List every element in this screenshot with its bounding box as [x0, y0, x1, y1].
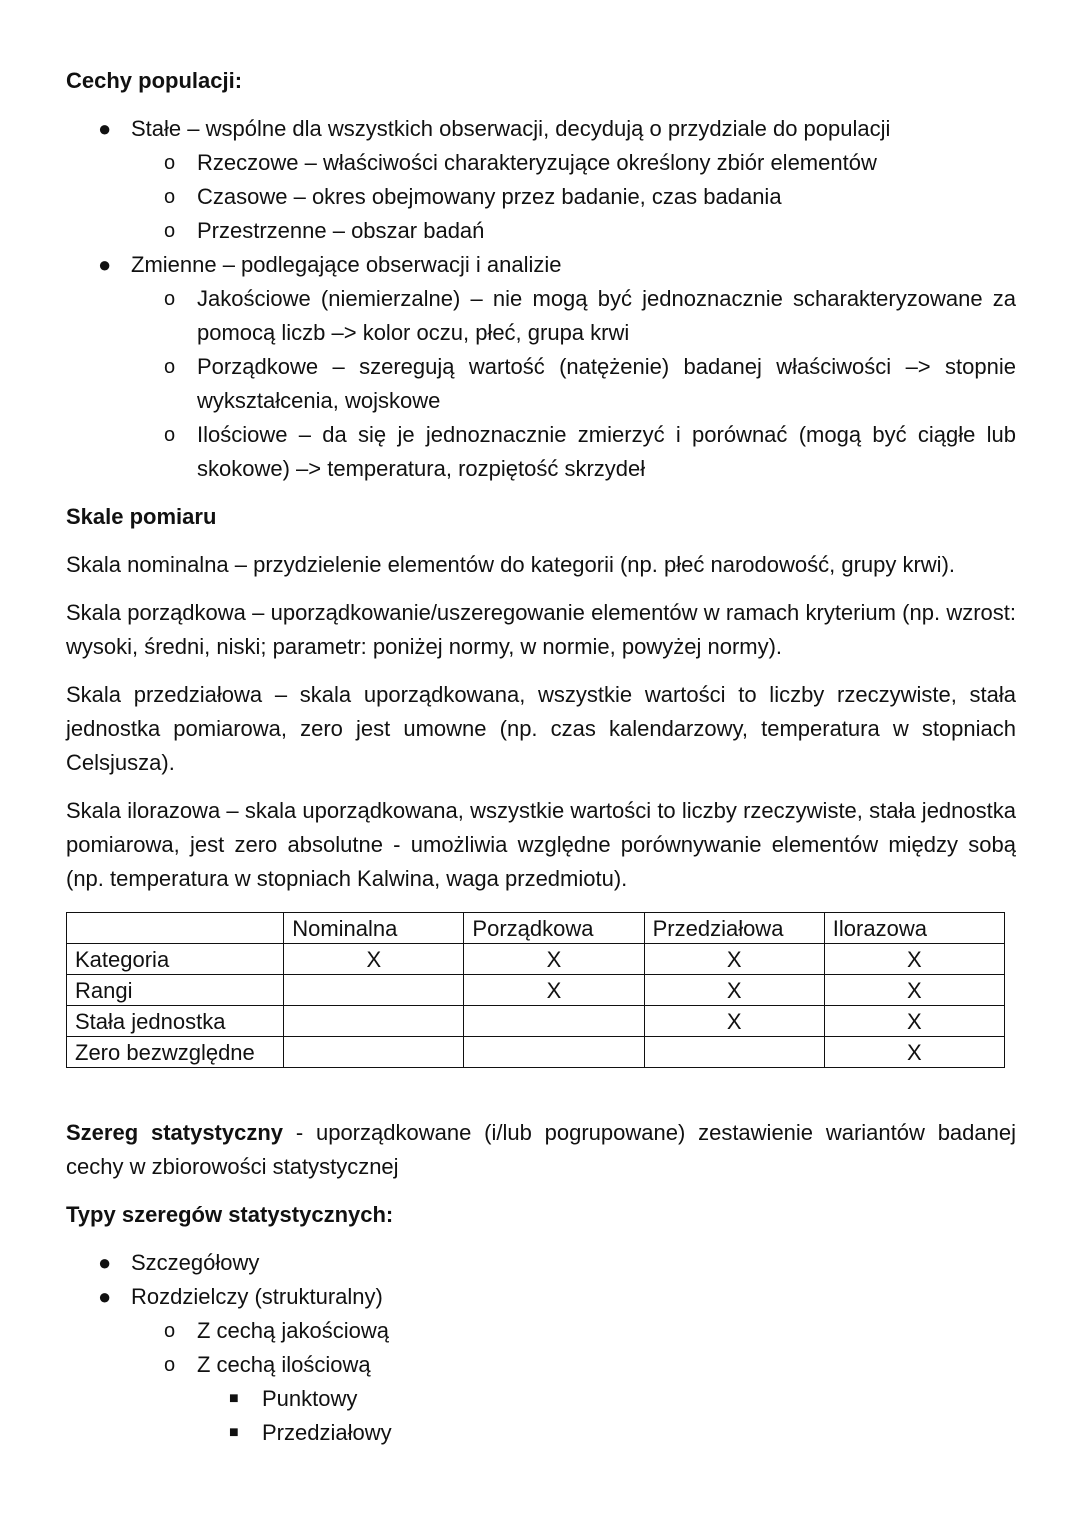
bullet-disc-icon: ● [98, 1250, 112, 1275]
scales-table [66, 912, 1005, 1068]
list-subitem: o Przestrzenne – obszar badań [66, 214, 1016, 248]
table-cell: X [464, 975, 644, 1006]
table-cell [464, 1037, 644, 1068]
bullet-circle-icon: o [164, 1354, 176, 1376]
bullet-square-icon: ■ [229, 1424, 239, 1441]
population-features-list [66, 112, 1016, 486]
list-item: ● Stałe – wspólne dla wszystkich obserwacji, decydują o przydziale do populacji [66, 112, 1016, 146]
paragraph-skala-ilorazowa: Skala ilorazowa – skala uporządkowana, wszystkie wartości to liczby rzeczywiste, stała jednostka pomiarowa, jest zero absolutne - umożliwia względne porównywanie elementów między sobą (np. temperatura w stopniach Kalwina, waga przedmiotu). [66, 798, 1016, 891]
table-header-row [67, 913, 1005, 944]
paragraph-skala-przedzialowa: Skala przedziałowa – skala uporządkowana, wszystkie wartości to liczby rzeczywiste, stała jednostka pomiarowa, zero jest umowne (np. czas kalendarzowy, temperatura w stopniach Celsjusza). [66, 682, 1016, 775]
list-subitem: o Czasowe – okres obejmowany przez badanie, czas badania [66, 180, 1016, 214]
table-row [67, 1037, 1005, 1068]
table-cell [464, 1006, 644, 1037]
table-cell: X [644, 975, 824, 1006]
list-subitem: o Ilościowe – da się je jednoznacznie zmierzyć i porównać (mogą być ciągłe lub skokowe) –> temperatura, rozpiętość skrzydeł [66, 418, 1016, 486]
table-row-label: Rangi [67, 975, 284, 1006]
list-subsubitem: ■ Przedziałowy [66, 1416, 1016, 1450]
table-cell: X [644, 944, 824, 975]
table-cell: X [824, 1006, 1004, 1037]
table-cell [284, 975, 464, 1006]
table-cell: X [824, 975, 1004, 1006]
table-header-cell: Nominalna [284, 913, 464, 944]
table-row [67, 975, 1005, 1006]
table-cell: X [464, 944, 644, 975]
bullet-circle-icon: o [164, 186, 176, 208]
table-row-label: Stała jednostka [67, 1006, 284, 1037]
document-page [66, 64, 1016, 1450]
table-row [67, 944, 1005, 975]
bullet-circle-icon: o [164, 1320, 176, 1342]
bullet-circle-icon: o [164, 152, 176, 174]
paragraph-szereg-statystyczny: Szereg statystyczny - uporządkowane (i/lub pogrupowane) zestawienie wariantów badanej cechy w zbiorowości statystycznej [66, 1120, 1016, 1179]
list-subitem: o Porządkowe – szeregują wartość (natężenie) badanej właściwości –> stopnie wykształcenia, wojskowe [66, 350, 1016, 418]
bullet-disc-icon: ● [98, 116, 112, 141]
table-header-cell: Przedziałowa [644, 913, 824, 944]
heading-typy-szeregow: Typy szeregów statystycznych: [66, 1202, 394, 1227]
table-header-cell: Porządkowa [464, 913, 644, 944]
table-cell [644, 1037, 824, 1068]
paragraph-skala-nominalna: Skala nominalna – przydzielenie elementów do kategorii (np. płeć narodowość, grupy krwi). [66, 552, 956, 577]
list-subitem: o Jakościowe (niemierzalne) – nie mogą być jednoznacznie scharakteryzowane za pomocą liczb –> kolor oczu, płeć, grupa krwi [66, 282, 1016, 350]
table-row-label: Kategoria [67, 944, 284, 975]
table-cell: X [644, 1006, 824, 1037]
term-szereg-statystyczny: Szereg statystyczny [66, 1120, 284, 1145]
spacer [66, 1068, 1016, 1116]
table-cell: X [284, 944, 464, 975]
table-header-cell [67, 913, 284, 944]
list-subitem: o Z cechą ilościową [66, 1348, 1016, 1382]
bullet-circle-icon: o [164, 356, 176, 378]
list-subitem: o Z cechą jakościową [66, 1314, 1016, 1348]
table-cell [284, 1006, 464, 1037]
paragraph-skala-porzadkowa: Skala porządkowa – uporządkowanie/uszeregowanie elementów w ramach kryterium (np. wzrost: wysoki, średni, niski; parametr: poniżej normy, w normie, powyżej normy). [66, 600, 1016, 659]
bullet-circle-icon: o [164, 424, 176, 446]
series-types-list [66, 1246, 1016, 1450]
bullet-disc-icon: ● [98, 252, 112, 277]
list-item: ● Zmienne – podlegające obserwacji i analizie [66, 248, 1016, 282]
table-row-label: Zero bezwzględne [67, 1037, 284, 1068]
table-header-cell: Ilorazowa [824, 913, 1004, 944]
list-subsubitem: ■ Punktowy [66, 1382, 1016, 1416]
heading-skale-pomiaru: Skale pomiaru [66, 504, 217, 529]
heading-cechy-populacji: Cechy populacji: [66, 68, 243, 93]
list-subitem: o Rzeczowe – właściwości charakteryzujące określony zbiór elementów [66, 146, 1016, 180]
bullet-circle-icon: o [164, 288, 176, 310]
table-row [67, 1006, 1005, 1037]
bullet-square-icon: ■ [229, 1390, 239, 1407]
table-cell: X [824, 1037, 1004, 1068]
bullet-circle-icon: o [164, 220, 176, 242]
bullet-disc-icon: ● [98, 1284, 112, 1309]
list-item: ● Rozdzielczy (strukturalny) [66, 1280, 1016, 1314]
table-cell: X [824, 944, 1004, 975]
list-item: ● Szczegółowy [66, 1246, 1016, 1280]
table-cell [284, 1037, 464, 1068]
